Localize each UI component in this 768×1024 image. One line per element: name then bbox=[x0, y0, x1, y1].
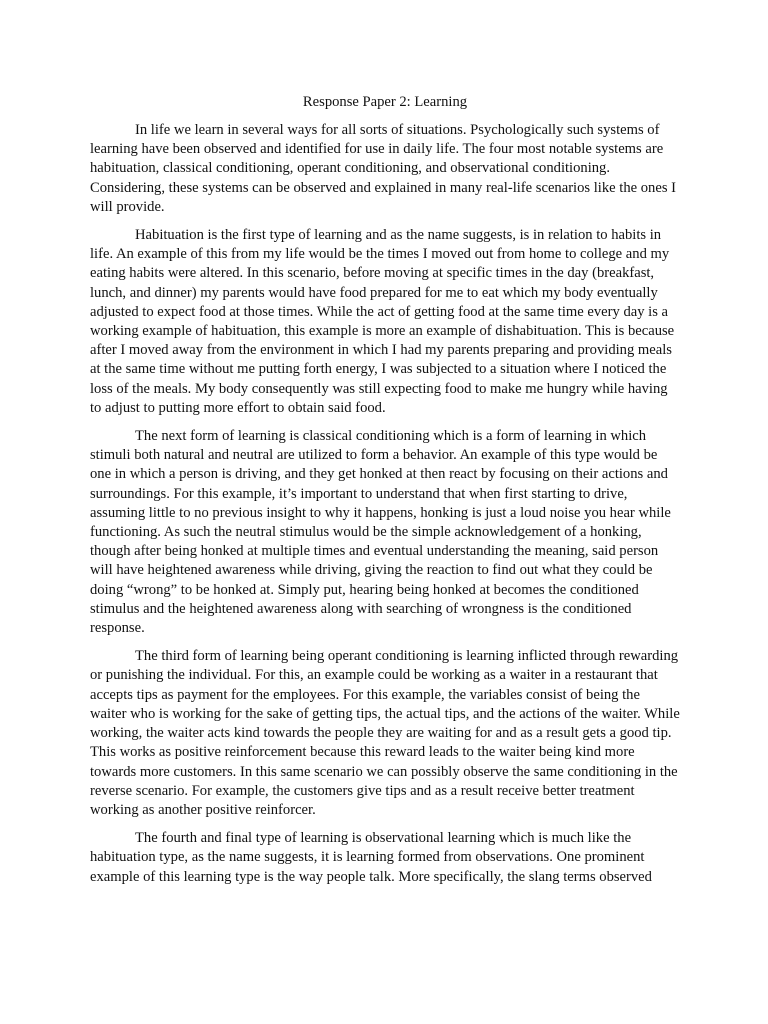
paragraph-observational-learning: The fourth and final type of learning is observational learning which is much like the habituation type, as the name suggests, it is learning formed from observations. One prominent example of this learning type is the way people talk. More specifically, the slang terms observed bbox=[90, 830, 652, 885]
paragraph-habituation: Habituation is the first type of learning and as the name suggests, is in relation to habits in life. An example of this from my life would be the times I moved out from home to college and my eating habits were altered. In this scenario, before moving at specific times in the day (breakfast, lunch, and dinner) my parents would have food prepared for me to eat which my body eventually adjusted to expect food at those times. While the act of getting food at the same time every day is a working example of habituation, this example is more an example of dishabituation. This is because after I moved away from the environment in which I had my parents preparing and providing meals at the same time without me putting forth energy, I was subjected to a situation where I noticed the loss of the meals. My body consequently was still expecting food to make me hungry while having to adjust to putting more effort to obtain said food. bbox=[90, 227, 675, 416]
paragraph-operant-conditioning: The third form of learning being operant conditioning is learning inflicted through rewarding or punishing the individual. For this, an example could be working as a waiter in a restaurant that accepts tips as payment for the employees. For this example, the variables consist of being the waiter who is working for the sake of getting tips, the actual tips, and the actions of the waiter. While working, the waiter acts kind towards the people they are waiting for and as a result gets a good tip. This works as positive reinforcement because this reward leads to the waiter being kind more towards more customers. In this same scenario we can possibly observe the same conditioning in the reverse scenario. For example, the customers give tips and as a result receive better treatment working as another positive reinforcer. bbox=[90, 648, 680, 818]
paragraph-introduction: In life we learn in several ways for all sorts of situations. Psychologically such systems of learning have been observed and identified for use in daily life. The four most notable systems are habituation, classical conditioning, operant conditioning, and observational conditioning. Considering, these systems can be observed and explained in many real-life scenarios like the ones I will provide. bbox=[90, 122, 677, 215]
document-body bbox=[90, 92, 680, 896]
paragraph-classical-conditioning: The next form of learning is classical conditioning which is a form of learning in which stimuli both natural and neutral are utilized to form a behavior. An example of this type would be one in which a person is driving, and they get honked at then react by focusing on their actions and surroundings. For this example, it’s important to understand that when first starting to drive, assuming little to no previous insight to why it happens, honking is just a loud noise you hear while functioning. As such the neutral stimulus would be the simple acknowledgement of a honking, though after being honked at multiple times and eventual understanding the meaning, said person will have heightened awareness while driving, giving the reaction to find out what they could be doing “wrong” to be honked at. Simply put, hearing being honked at becomes the conditioned stimulus and the heightened awareness along with searching of wrongness is the conditioned response. bbox=[90, 428, 671, 637]
document-title: Response Paper 2: Learning bbox=[302, 94, 468, 110]
